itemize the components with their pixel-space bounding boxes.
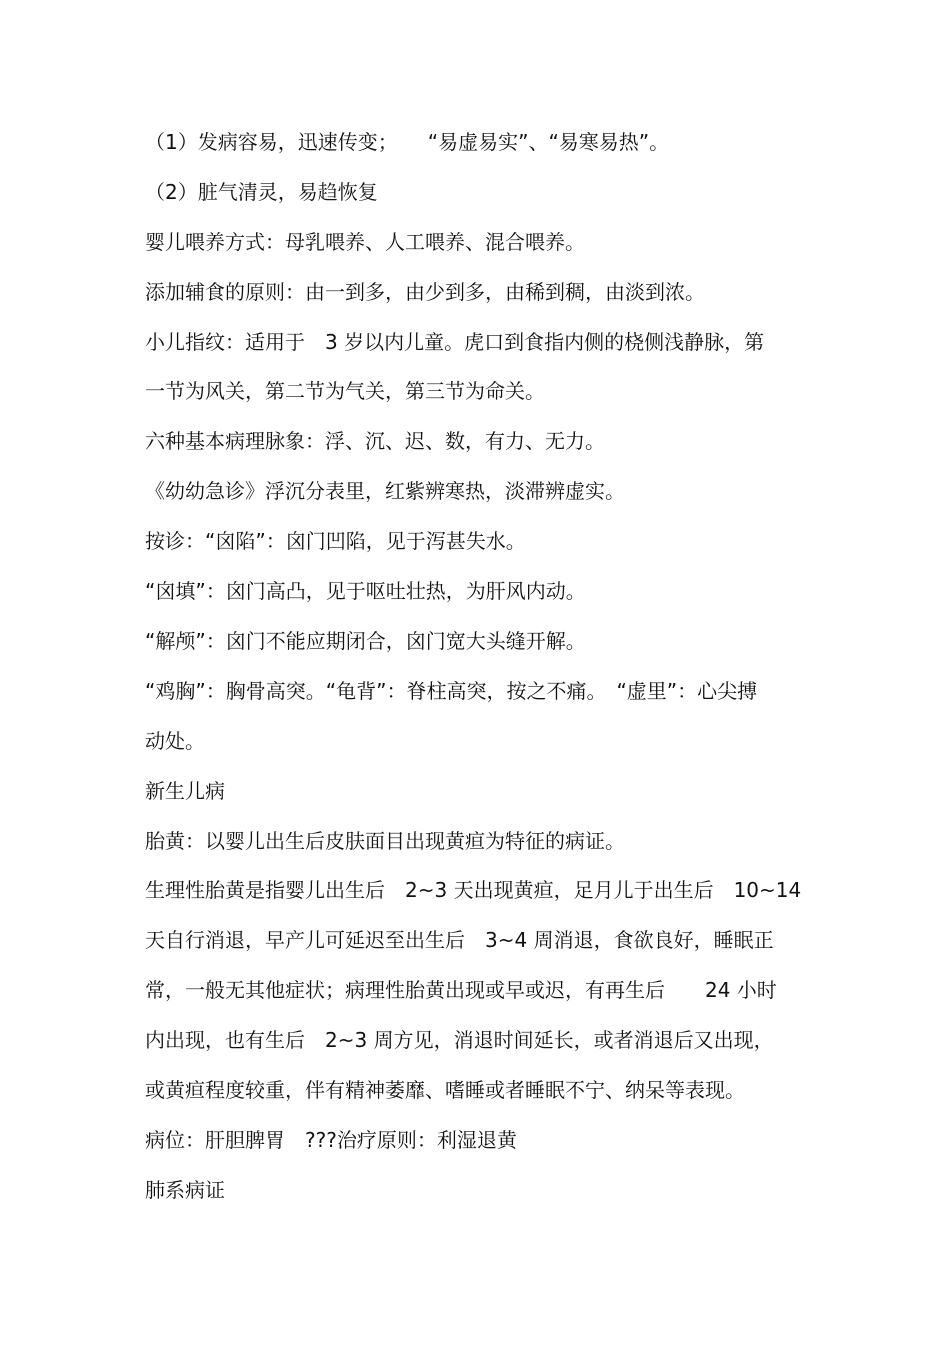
text-line: “囟填”：囟门高凸，见于呕吐壮热，为肝风内动。 bbox=[145, 579, 586, 603]
text-line: （1）发病容易，迅速传变； “易虚易实”、“易寒易热”。 bbox=[145, 130, 670, 154]
text-line: 病位：肝胆脾胃 ???治疗原则：利湿退黄 bbox=[145, 1128, 517, 1152]
text-line: 天自行消退，早产儿可延迟至出生后 3~4 周消退，食欲良好，睡眠正 bbox=[145, 928, 774, 952]
text-line: “鸡胸”：胸骨高突。“龟背”：脊柱高突，按之不痛。 “虚里”：心尖搏 bbox=[145, 679, 758, 703]
text-line: （2）脏气清灵，易趋恢复 bbox=[145, 180, 378, 204]
text-line: 小儿指纹：适用于 3 岁以内儿童。虎口到食指内侧的桡侧浅静脉，第 bbox=[145, 330, 765, 354]
text-line: 常，一般无其他症状；病理性胎黄出现或早或迟，有再生后 24 小时 bbox=[145, 978, 777, 1002]
text-line: 按诊：“囟陷”：囟门凹陷，见于泻甚失水。 bbox=[145, 529, 526, 553]
text-line: 一节为风关，第二节为气关，第三节为命关。 bbox=[145, 379, 545, 403]
text-line: 内出现，也有生后 2~3 周方见，消退时间延长，或者消退后又出现， bbox=[145, 1028, 774, 1052]
text-line: 《幼幼急诊》浮沉分表里，红紫辨寒热，淡滞辨虚实。 bbox=[145, 479, 625, 503]
text-line: 或黄疸程度较重，伴有精神萎靡、嗜睡或者睡眠不宁、纳呆等表现。 bbox=[145, 1078, 745, 1102]
section-heading: 新生儿病 bbox=[145, 779, 225, 803]
text-line: 婴儿喂养方式：母乳喂养、人工喂养、混合喂养。 bbox=[145, 230, 585, 254]
text-line: 生理性胎黄是指婴儿出生后 2~3 天出现黄疸，足月儿于出生后 10~14 bbox=[145, 878, 802, 902]
text-line: 胎黄：以婴儿出生后皮肤面目出现黄疸为特征的病证。 bbox=[145, 829, 625, 853]
text-line: “解颅”：囟门不能应期闭合，囟门宽大头缝开解。 bbox=[145, 629, 586, 653]
text-line: 六种基本病理脉象：浮、沉、迟、数，有力、无力。 bbox=[145, 429, 605, 453]
section-heading: 肺系病证 bbox=[145, 1178, 225, 1202]
text-line: 动处。 bbox=[145, 729, 205, 753]
text-line: 添加辅食的原则：由一到多，由少到多，由稀到稠，由淡到浓。 bbox=[145, 280, 705, 304]
